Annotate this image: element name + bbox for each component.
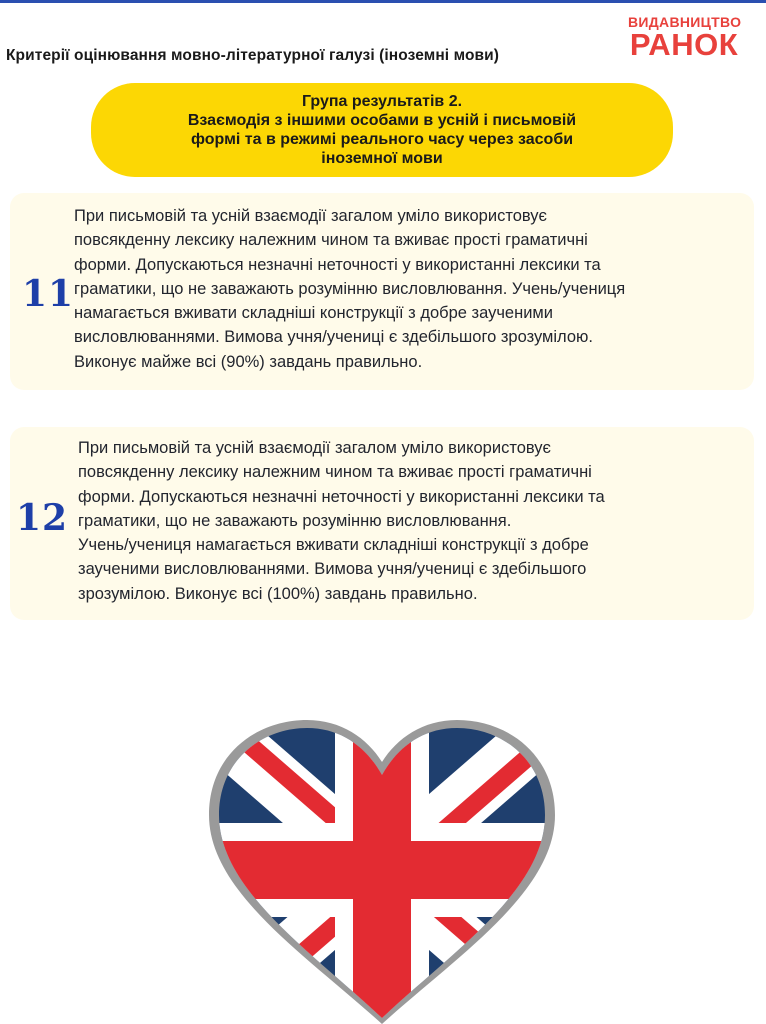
logo-top-text: ВИДАВНИЦТВО: [628, 14, 742, 30]
group-line: формі та в режимі реального часу через засоби: [190, 131, 574, 148]
publisher-logo: [628, 14, 740, 60]
description-line: зрозумілою. Виконує всі (100%) завдань правильно.: [78, 584, 478, 603]
page-title: Критерії оцінювання мовно-літературної галузі (іноземні мови): [6, 47, 500, 64]
group-line: Взаємодія з іншими особами в усній і письмовій: [187, 112, 577, 129]
group-title: Група результатів 2.: [301, 93, 463, 110]
description-line: Виконує майже всі (90%) завдань правильно.: [74, 352, 423, 371]
description-line: При письмовій та усній взаємодії загалом уміло використовує: [78, 439, 551, 457]
criterion-card-12: [10, 427, 754, 620]
description-line: граматики, що не заважають розумінню висловлювання.: [78, 511, 512, 530]
result-group-banner: [91, 83, 673, 177]
description-line: Учень/учениця намагається вживати складніші конструкції з добре: [78, 536, 589, 555]
description-line: повсякденну лексику належним чином та вживає прості граматичні: [78, 463, 592, 482]
description-line: При письмовій та усній взаємодії загалом уміло використовує: [74, 207, 547, 225]
grade-number: 11: [22, 273, 75, 315]
description-line: висловлюваннями. Вимова учня/учениці є здебільшого зрозумілою.: [74, 328, 594, 347]
criterion-description: [74, 204, 750, 374]
description-line: повсякденну лексику належним чином та вживає прості граматичні: [74, 231, 588, 250]
top-accent-line: [0, 0, 766, 3]
description-line: заученими висловлюваннями. Вимова учня/учениці є здебільшого: [78, 560, 587, 579]
group-line: іноземної мови: [321, 150, 443, 167]
criterion-card-11: [10, 193, 754, 390]
description-line: намагається вживати складніші конструкції з добре заученими: [74, 304, 553, 323]
description-line: форми. Допускаються незначні неточності у використанні лексики та: [78, 487, 605, 506]
logo-main-text: РАНОК: [629, 27, 739, 62]
description-line: граматики, що не заважають розумінню висловлювання. Учень/учениця: [74, 279, 626, 298]
union-jack-heart-icon: [207, 720, 557, 1024]
criterion-description: [78, 436, 750, 606]
description-line: форми. Допускаються незначні неточності у використанні лексики та: [74, 255, 601, 274]
grade-number: 12: [16, 497, 69, 539]
